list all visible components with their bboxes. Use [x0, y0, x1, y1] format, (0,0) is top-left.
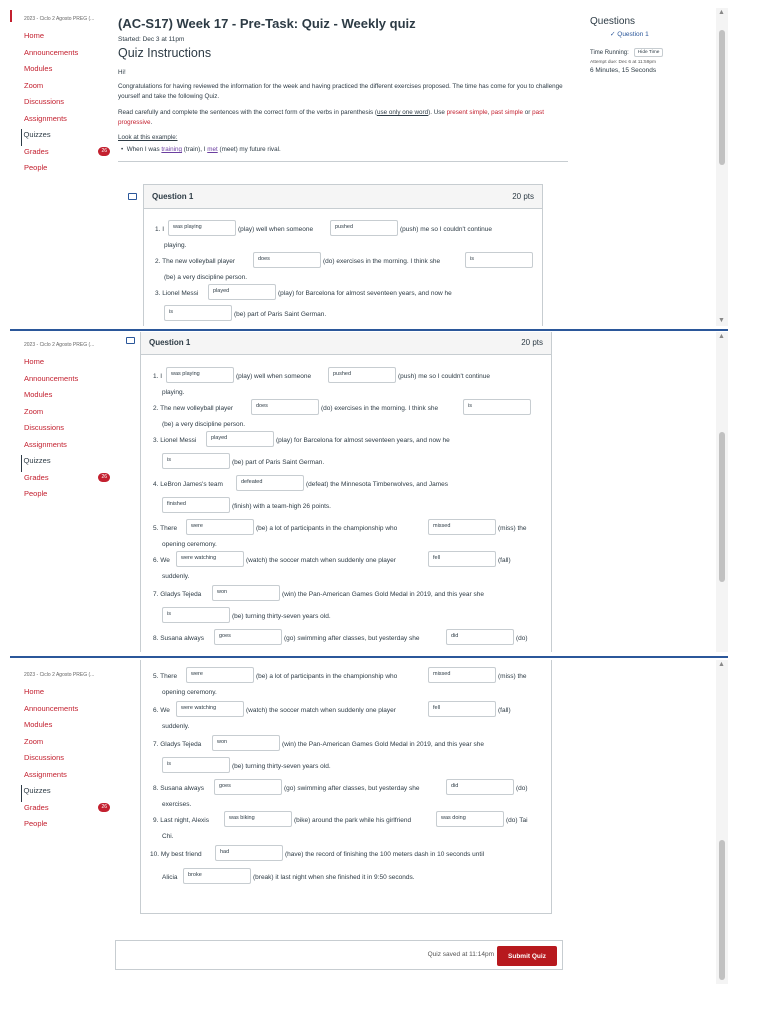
- sentence-text: playing.: [162, 389, 185, 396]
- answer-input[interactable]: was doing: [436, 811, 504, 827]
- sentence-text: suddenly.: [162, 573, 190, 580]
- pane-divider: [10, 656, 728, 658]
- sentence-text: 3. Lionel Messi: [153, 437, 197, 444]
- answer-input[interactable]: pushed: [328, 367, 396, 383]
- started-time: Started: Dec 3 at 11pm: [118, 36, 185, 43]
- sentence-text: (do): [516, 785, 528, 792]
- nav-people[interactable]: People: [24, 163, 48, 172]
- sentence-text: 7. Gladys Tejeda: [153, 591, 202, 598]
- sentence-text: (miss) the: [498, 673, 527, 680]
- elapsed-time: 6 Minutes, 15 Seconds: [590, 67, 657, 74]
- scrollbar[interactable]: [716, 660, 728, 984]
- sentence-text: 2. The new volleyball player: [153, 405, 234, 412]
- sentence-text: (push) me so I couldn't continue: [400, 226, 492, 233]
- sentence-text: (be) part of Paris Saint German.: [234, 311, 327, 318]
- sentence-text: Alicia: [162, 874, 178, 881]
- answer-input[interactable]: goes: [214, 629, 282, 645]
- sentence-text: opening ceremony.: [162, 689, 217, 696]
- nav-grades[interactable]: [24, 472, 112, 489]
- nav-zoom[interactable]: Zoom: [24, 406, 44, 416]
- time-running: Time Running: Hide Time: [590, 48, 710, 57]
- sentence-text: (play) for Barcelona for almost seventeen years, and now he: [276, 437, 450, 444]
- sentence-text: exercises.: [162, 801, 192, 808]
- check-icon: ✓: [610, 31, 616, 38]
- nav-quizzes[interactable]: Quizzes: [21, 785, 113, 802]
- answer-input[interactable]: is: [162, 453, 230, 469]
- answer-input[interactable]: did: [446, 779, 514, 795]
- answer-input[interactable]: missed: [428, 519, 496, 535]
- sentence-text: 5. There: [153, 673, 178, 680]
- sentence-text: (play) for Barcelona for almost seventeen years, and now he: [278, 290, 452, 297]
- nav-zoom[interactable]: Zoom: [24, 736, 44, 746]
- answer-input[interactable]: had: [215, 845, 283, 861]
- page-title: (AC-S17) Week 17 - Pre-Task: Quiz - Weekly quiz: [118, 16, 416, 31]
- sentence-text: 10. My best friend: [150, 851, 202, 858]
- pane-divider: [10, 329, 728, 331]
- answer-input[interactable]: is: [465, 252, 533, 268]
- screen-pane-top: [10, 8, 728, 326]
- sentence-text: (do) exercises in the morning. I think she: [321, 405, 439, 412]
- answer-input[interactable]: is: [463, 399, 531, 415]
- answer-input[interactable]: is: [162, 607, 230, 623]
- example-text: • When I was training (train), I met (meet) my future rival.: [121, 146, 281, 153]
- flag-question-icon[interactable]: [126, 337, 135, 344]
- nav-modules[interactable]: Modules: [24, 720, 53, 729]
- scroll-thumb[interactable]: [719, 840, 725, 980]
- answer-input[interactable]: does: [253, 252, 321, 268]
- nav-zoom[interactable]: Zoom: [24, 80, 44, 90]
- nav-discussions[interactable]: Discussions: [24, 97, 65, 106]
- sentence-text: (do): [516, 635, 528, 642]
- hide-time-button[interactable]: Hide Time: [634, 48, 664, 57]
- instructions-title: Quiz Instructions: [118, 46, 212, 60]
- sentence-text: (finish) with a team-high 26 points.: [232, 503, 331, 510]
- sentence-text: (be) turning thirty-seven years old.: [232, 613, 331, 620]
- nav-grades[interactable]: [24, 802, 112, 819]
- nav-announcements[interactable]: Announcements: [24, 47, 79, 57]
- nav-people[interactable]: People: [24, 489, 48, 498]
- sentence-text: (be) a lot of participants in the championship who: [256, 525, 398, 532]
- nav-discussions[interactable]: Discussions: [24, 423, 65, 432]
- scroll-thumb[interactable]: [719, 432, 725, 582]
- scroll-up-icon[interactable]: ▲: [718, 333, 725, 340]
- course-nav: [24, 342, 112, 505]
- sentence-text: playing.: [164, 242, 187, 249]
- sentence-text: 7. Gladys Tejeda: [153, 741, 202, 748]
- answer-input[interactable]: won: [212, 585, 280, 601]
- sentence-text: (be) turning thirty-seven years old.: [232, 763, 331, 770]
- sentence-text: (have) the record of finishing the 100 meters dash in 10 seconds until: [285, 851, 485, 858]
- answer-input[interactable]: played: [206, 431, 274, 447]
- sentence-text: 5. There: [153, 525, 178, 532]
- greeting: Hi!: [118, 69, 126, 76]
- nav-home[interactable]: Home: [24, 31, 45, 40]
- intro-text: Congratulations for having reviewed the information for the week and having practiced the different exercises proposed. The time has come for you to challenge yourself and take the following Quiz.: [118, 83, 563, 100]
- answer-input[interactable]: is: [162, 757, 230, 773]
- scrollbar[interactable]: [716, 332, 728, 652]
- active-indicator: [10, 10, 12, 22]
- question-points: 20 pts: [512, 192, 534, 201]
- nav-home[interactable]: Home: [24, 687, 45, 696]
- sentence-text: (fall): [498, 707, 511, 714]
- nav-assignments[interactable]: Assignments: [24, 113, 67, 123]
- divider: [118, 161, 568, 162]
- answer-input[interactable]: were watching: [176, 701, 244, 717]
- sentence-text: (play) well when someone: [238, 226, 314, 233]
- answer-input[interactable]: finished: [162, 497, 230, 513]
- sentence-text: (push) me so I couldn't continue: [398, 373, 490, 380]
- answer-input[interactable]: pushed: [330, 220, 398, 236]
- course-name: 2023 - Ciclo 2 Agosto PREG (...: [24, 16, 95, 22]
- sentence-text: (bike) around the park while his girlfriend: [294, 817, 412, 824]
- scrollbar[interactable]: [716, 8, 728, 326]
- screen-pane-middle: [10, 332, 728, 652]
- example-label: Look at this example:: [118, 134, 178, 141]
- answer-input[interactable]: played: [208, 284, 276, 300]
- answer-input[interactable]: fell: [428, 551, 496, 567]
- nav-discussions[interactable]: Discussions: [24, 753, 65, 762]
- quiz-saved-status: Quiz saved at 11:14pm: [427, 951, 494, 958]
- sentence-text: 1. I: [153, 373, 163, 380]
- nav-grades-label: Grades: [24, 146, 49, 156]
- sentence-text: (fall): [498, 557, 511, 564]
- submit-quiz-button[interactable]: Submit Quiz: [497, 946, 557, 966]
- answer-input[interactable]: were: [186, 667, 254, 683]
- scroll-thumb[interactable]: [719, 30, 725, 165]
- sentence-text: 3. Lionel Messi: [155, 290, 199, 297]
- answer-input[interactable]: is: [164, 305, 232, 321]
- sentence-text: 4. LeBron James's team: [153, 481, 223, 488]
- answer-input[interactable]: goes: [214, 779, 282, 795]
- attempt-due: Attempt due: Dec 6 at 11:59pm: [590, 60, 657, 65]
- sentence-text: (play) well when someone: [236, 373, 312, 380]
- answer-input[interactable]: fell: [428, 701, 496, 717]
- sentence-text: suddenly.: [162, 723, 190, 730]
- answer-input[interactable]: missed: [428, 667, 496, 683]
- sentence-text: 8. Susana always: [153, 635, 204, 642]
- answer-input[interactable]: was playing: [166, 367, 234, 383]
- scroll-up-icon[interactable]: ▲: [718, 661, 725, 668]
- sentence-text: (do) exercises in the morning. I think she: [323, 258, 441, 265]
- sentence-text: Chi.: [162, 833, 174, 840]
- sentence-text: (miss) the: [498, 525, 527, 532]
- nav-assignments[interactable]: Assignments: [24, 439, 67, 449]
- sentence-text: (go) swimming after classes, but yesterday she: [284, 635, 420, 642]
- question-title: Question 1: [149, 338, 191, 347]
- nav-announcements[interactable]: Announcements: [24, 703, 79, 713]
- sentence-text: (be) a lot of participants in the championship who: [256, 673, 398, 680]
- questions-heading: Questions: [590, 16, 636, 27]
- sentence-text: 9. Last night, Alexis: [153, 817, 210, 824]
- sentence-text: (be) a very discipline person.: [162, 421, 246, 428]
- instruction-text: Read carefully and complete the sentences with the correct form of the verbs in parenthesis (use only one word). Use present simple, past simple or past progressive.: [118, 109, 544, 126]
- nav-people[interactable]: People: [24, 819, 48, 828]
- sentence-text: (break) it last night when she finished it in 9:50 seconds.: [253, 874, 415, 881]
- nav-grades-label: Grades: [24, 802, 49, 812]
- flag-question-icon[interactable]: [128, 193, 137, 200]
- scroll-down-icon[interactable]: ▼: [718, 317, 725, 324]
- answer-input[interactable]: were: [186, 519, 254, 535]
- question-points: 20 pts: [521, 338, 543, 347]
- sentence-text: opening ceremony.: [162, 541, 217, 548]
- answer-input[interactable]: does: [251, 399, 319, 415]
- answer-input[interactable]: did: [446, 629, 514, 645]
- nav-quizzes[interactable]: Quizzes: [21, 129, 113, 146]
- question-1-link[interactable]: ✓ Question 1: [610, 31, 649, 38]
- sentence-text: (watch) the soccer match when suddenly one player: [246, 557, 396, 564]
- answer-input[interactable]: defeated: [236, 475, 304, 491]
- nav-grades-label: Grades: [24, 472, 49, 482]
- scroll-up-icon[interactable]: ▲: [718, 9, 725, 16]
- question-header: [144, 185, 542, 209]
- sentence-text: (watch) the soccer match when suddenly one player: [246, 707, 396, 714]
- nav-home[interactable]: Home: [24, 357, 45, 366]
- grades-badge: 26: [98, 803, 110, 812]
- nav-announcements[interactable]: Announcements: [24, 373, 79, 383]
- quiz-sidebar: [590, 16, 710, 74]
- answer-input[interactable]: broke: [183, 868, 251, 884]
- sentence-text: 6. We: [153, 707, 170, 714]
- nav-modules[interactable]: Modules: [24, 64, 53, 73]
- sentence-text: (win) the Pan-American Games Gold Medal in 2019, and this year she: [282, 741, 484, 748]
- question-header: [141, 332, 551, 355]
- sentence-text: (be) part of Paris Saint German.: [232, 459, 325, 466]
- answer-input[interactable]: won: [212, 735, 280, 751]
- grades-badge: 26: [98, 147, 110, 156]
- course-nav: [24, 16, 112, 179]
- sentence-text: 2. The new volleyball player: [155, 258, 236, 265]
- answer-input[interactable]: was playing: [168, 220, 236, 236]
- sentence-text: (be) a very discipline person.: [164, 274, 248, 281]
- sentence-text: 1. I: [155, 226, 165, 233]
- question-title: Question 1: [152, 192, 194, 201]
- sentence-text: (defeat) the Minnesota Timberwolves, and James: [306, 481, 448, 488]
- quiz-footer: [115, 940, 563, 970]
- answer-input[interactable]: were watching: [176, 551, 244, 567]
- nav-grades[interactable]: [24, 146, 112, 163]
- nav-assignments[interactable]: Assignments: [24, 769, 67, 779]
- grades-badge: 26: [98, 473, 110, 482]
- quiz-main: [118, 16, 568, 162]
- answer-input[interactable]: was biking: [224, 811, 292, 827]
- course-name: 2023 - Ciclo 2 Agosto PREG (...: [24, 672, 95, 678]
- course-name: 2023 - Ciclo 2 Agosto PREG (...: [24, 342, 95, 348]
- sentence-text: (do) Tai: [506, 817, 528, 824]
- course-nav: [24, 672, 112, 835]
- sentence-text: 6. We: [153, 557, 170, 564]
- sentence-text: 8. Susana always: [153, 785, 204, 792]
- sentence-text: (go) swimming after classes, but yesterday she: [284, 785, 420, 792]
- nav-quizzes[interactable]: Quizzes: [21, 455, 113, 472]
- nav-modules[interactable]: Modules: [24, 390, 53, 399]
- screen-pane-bottom: [10, 660, 728, 984]
- sentence-text: (win) the Pan-American Games Gold Medal in 2019, and this year she: [282, 591, 484, 598]
